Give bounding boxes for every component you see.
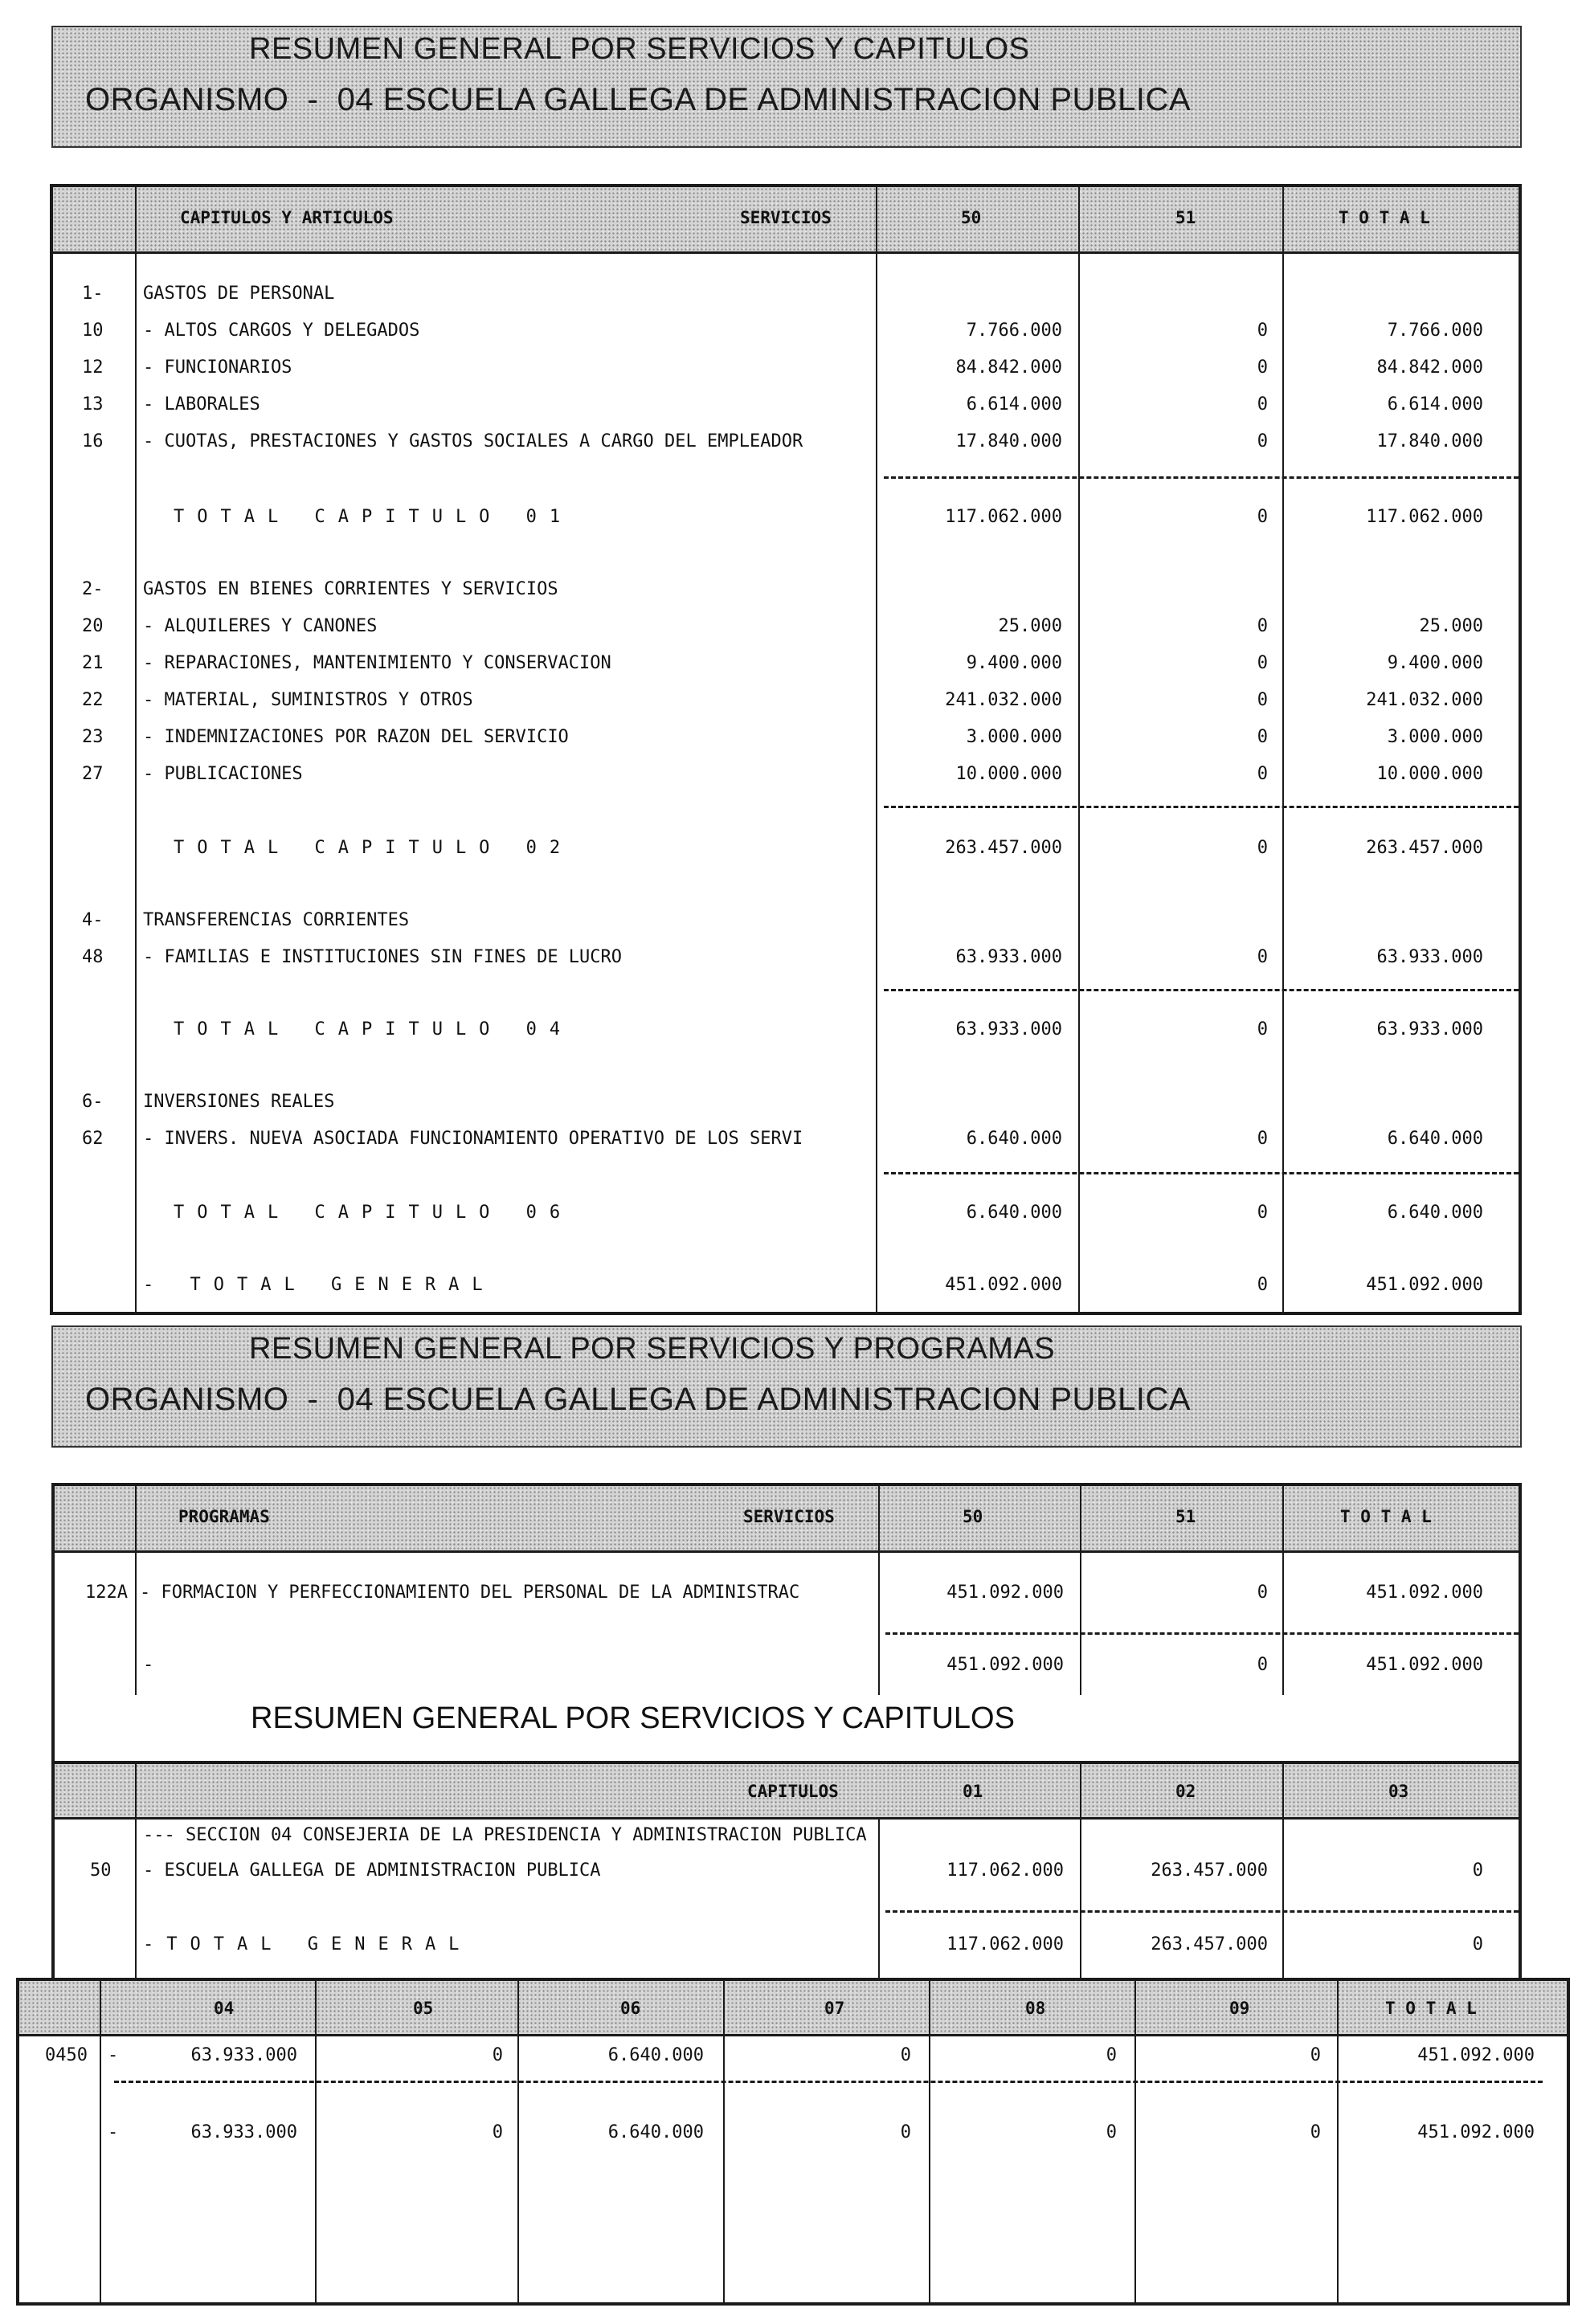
row-desc: - REPARACIONES, MANTENIMIENTO Y CONSERVACION bbox=[143, 653, 611, 673]
row-value-51: 0 bbox=[1257, 1129, 1268, 1149]
row-code: 10 bbox=[82, 321, 104, 341]
seccion-label: --- SECCION 04 CONSEJERIA DE LA PRESIDENCIA Y ADMINISTRACION PUBLICA bbox=[143, 1825, 867, 1845]
row-code: 27 bbox=[82, 764, 104, 784]
header-programas: PROGRAMAS bbox=[178, 1507, 270, 1526]
row-total: 10.000.000 bbox=[1376, 764, 1483, 784]
row-value-03: 0 bbox=[1472, 1860, 1483, 1881]
row-code: 122A bbox=[85, 1583, 128, 1603]
row-desc: - CUOTAS, PRESTACIONES Y GASTOS SOCIALES A CARGO DEL EMPLEADOR bbox=[143, 431, 803, 451]
row-value-50: 25.000 bbox=[998, 616, 1062, 636]
row-desc: INVERSIONES REALES bbox=[143, 1092, 335, 1112]
row-dash: - bbox=[108, 2045, 119, 2065]
row-value-04: 63.933.000 bbox=[190, 2122, 297, 2142]
row-value-51: 0 bbox=[1257, 690, 1268, 710]
banner-title: RESUMEN GENERAL POR SERVICIOS Y PROGRAMAS bbox=[249, 1332, 1056, 1366]
header-col-03: 03 bbox=[1388, 1782, 1409, 1801]
row-desc: - PUBLICACIONES bbox=[143, 764, 303, 784]
banner-title: RESUMEN GENERAL POR SERVICIOS Y CAPITULOS bbox=[251, 1701, 1015, 1735]
row-value-03: 0 bbox=[1472, 1934, 1483, 1954]
row-value-50: 9.400.000 bbox=[966, 653, 1062, 673]
row-desc: - FUNCIONARIOS bbox=[143, 357, 292, 378]
header-capitulos: CAPITULOS bbox=[747, 1782, 839, 1801]
row-total: 451.092.000 bbox=[1366, 1655, 1483, 1675]
row-value-51: 0 bbox=[1257, 947, 1268, 967]
row-value-02: 263.457.000 bbox=[1151, 1860, 1268, 1881]
header-col-08: 08 bbox=[1025, 1999, 1046, 2018]
table-header bbox=[55, 1764, 1519, 1820]
row-code: 20 bbox=[82, 616, 104, 636]
row-desc: - bbox=[143, 1655, 154, 1675]
row-code: 12 bbox=[82, 357, 104, 378]
row-value-51: 0 bbox=[1257, 1019, 1268, 1039]
row-value-08: 0 bbox=[1106, 2122, 1117, 2142]
row-code: 1- bbox=[82, 284, 104, 304]
row-desc: -TOTAL GENERAL bbox=[143, 1934, 472, 1954]
row-value-50: 17.840.000 bbox=[955, 431, 1062, 451]
row-total: 63.933.000 bbox=[1376, 947, 1483, 967]
row-value-05: 0 bbox=[492, 2045, 503, 2065]
row-value-50: 451.092.000 bbox=[945, 1275, 1062, 1295]
row-total: 84.842.000 bbox=[1376, 357, 1483, 378]
row-code: 4- bbox=[82, 910, 104, 930]
row-dash: - bbox=[108, 2122, 119, 2142]
row-code: 22 bbox=[82, 690, 104, 710]
row-value-51: 0 bbox=[1257, 653, 1268, 673]
row-total: 25.000 bbox=[1419, 616, 1483, 636]
row-value-01: 117.062.000 bbox=[946, 1860, 1064, 1881]
row-code: 21 bbox=[82, 653, 104, 673]
header-col-05: 05 bbox=[413, 1999, 434, 2018]
header-col-01: 01 bbox=[963, 1782, 983, 1801]
header-col-04: 04 bbox=[214, 1999, 235, 2018]
row-value-51: 0 bbox=[1257, 764, 1268, 784]
row-total: 6.640.000 bbox=[1387, 1203, 1483, 1223]
banner-organismo: ORGANISMO - 04 ESCUELA GALLEGA DE ADMINISTRACION PUBLICA bbox=[85, 82, 1192, 117]
row-total: 451.092.000 bbox=[1417, 2045, 1535, 2065]
header-col-51: 51 bbox=[1175, 1507, 1196, 1526]
row-desc: GASTOS DE PERSONAL bbox=[143, 284, 335, 304]
row-value-50: 263.457.000 bbox=[945, 838, 1062, 858]
row-value-01: 117.062.000 bbox=[946, 1934, 1064, 1954]
row-value-50: 63.933.000 bbox=[955, 947, 1062, 967]
banner-organismo: ORGANISMO - 04 ESCUELA GALLEGA DE ADMINISTRACION PUBLICA bbox=[85, 1382, 1192, 1417]
row-value-51: 0 bbox=[1257, 1203, 1268, 1223]
banner-capitulos-summary bbox=[51, 1695, 1522, 1761]
row-value-51: 0 bbox=[1257, 1583, 1268, 1603]
row-desc: - TOTAL GENERAL bbox=[143, 1275, 496, 1295]
table-header bbox=[53, 187, 1519, 254]
row-value-51: 0 bbox=[1257, 321, 1268, 341]
capitulos-04-09-table bbox=[16, 1978, 1570, 2306]
row-desc: - FAMILIAS E INSTITUCIONES SIN FINES DE LUCRO bbox=[143, 947, 623, 967]
row-value-09: 0 bbox=[1310, 2045, 1321, 2065]
row-desc: - ALQUILERES Y CANONES bbox=[143, 616, 378, 636]
row-value-51: 0 bbox=[1257, 1275, 1268, 1295]
row-value-50: 6.614.000 bbox=[966, 394, 1062, 415]
banner-capitulos bbox=[51, 26, 1522, 148]
banner-title: RESUMEN GENERAL POR SERVICIOS Y CAPITULOS bbox=[249, 32, 1030, 66]
row-value-50: 7.766.000 bbox=[966, 321, 1062, 341]
row-value-50: 84.842.000 bbox=[955, 357, 1062, 378]
table-header bbox=[19, 1981, 1567, 2036]
row-desc: TRANSFERENCIAS CORRIENTES bbox=[143, 910, 410, 930]
row-total: 6.614.000 bbox=[1387, 394, 1483, 415]
header-total: T O T A L bbox=[1340, 1507, 1432, 1526]
row-desc: TOTAL CAPITULO 02 bbox=[174, 838, 574, 858]
row-value-06: 6.640.000 bbox=[607, 2122, 704, 2142]
header-col-50: 50 bbox=[961, 208, 982, 227]
row-value-09: 0 bbox=[1310, 2122, 1321, 2142]
row-desc: - ESCUELA GALLEGA DE ADMINISTRACION PUBLICA bbox=[143, 1860, 601, 1881]
header-capitulos: CAPITULOS Y ARTICULOS bbox=[180, 208, 394, 227]
row-value-50: 63.933.000 bbox=[955, 1019, 1062, 1039]
row-total: 17.840.000 bbox=[1376, 431, 1483, 451]
row-desc: - INDEMNIZACIONES POR RAZON DEL SERVICIO bbox=[143, 727, 569, 747]
header-col-02: 02 bbox=[1175, 1782, 1196, 1801]
row-value-51: 0 bbox=[1257, 357, 1268, 378]
row-code: 16 bbox=[82, 431, 104, 451]
row-value-05: 0 bbox=[492, 2122, 503, 2142]
row-value-50: 241.032.000 bbox=[945, 690, 1062, 710]
row-desc: - LABORALES bbox=[143, 394, 260, 415]
header-col-09: 09 bbox=[1229, 1999, 1250, 2018]
row-value-50: 117.062.000 bbox=[945, 507, 1062, 527]
header-servicios: SERVICIOS bbox=[740, 208, 832, 227]
banner-programas bbox=[51, 1325, 1522, 1448]
row-total: 451.092.000 bbox=[1417, 2122, 1535, 2142]
row-code: 0450 bbox=[45, 2045, 88, 2065]
row-code: 2- bbox=[82, 579, 104, 599]
header-col-51: 51 bbox=[1175, 208, 1196, 227]
row-value-51: 0 bbox=[1257, 394, 1268, 415]
row-total: 6.640.000 bbox=[1387, 1129, 1483, 1149]
row-value-50: 3.000.000 bbox=[966, 727, 1062, 747]
row-value-51: 0 bbox=[1257, 838, 1268, 858]
row-value-50: 6.640.000 bbox=[966, 1203, 1062, 1223]
row-value-08: 0 bbox=[1106, 2045, 1117, 2065]
row-value-50: 10.000.000 bbox=[955, 764, 1062, 784]
header-total: T O T A L bbox=[1339, 208, 1430, 227]
row-total: 9.400.000 bbox=[1387, 653, 1483, 673]
header-col-50: 50 bbox=[963, 1507, 983, 1526]
row-code: 48 bbox=[82, 947, 104, 967]
row-total: 63.933.000 bbox=[1376, 1019, 1483, 1039]
row-desc: GASTOS EN BIENES CORRIENTES Y SERVICIOS bbox=[143, 579, 558, 599]
row-value-06: 6.640.000 bbox=[607, 2045, 704, 2065]
row-desc: TOTAL CAPITULO 06 bbox=[174, 1203, 574, 1223]
row-value-02: 263.457.000 bbox=[1151, 1934, 1268, 1954]
header-col-06: 06 bbox=[620, 1999, 641, 2018]
row-total: 7.766.000 bbox=[1387, 321, 1483, 341]
row-total: 451.092.000 bbox=[1366, 1275, 1483, 1295]
row-value-51: 0 bbox=[1257, 431, 1268, 451]
row-desc: - INVERS. NUEVA ASOCIADA FUNCIONAMIENTO OPERATIVO DE LOS SERVI bbox=[143, 1129, 803, 1149]
row-code: 6- bbox=[82, 1092, 104, 1112]
row-desc: TOTAL CAPITULO 01 bbox=[174, 507, 574, 527]
row-value-51: 0 bbox=[1257, 616, 1268, 636]
row-value-07: 0 bbox=[900, 2122, 911, 2142]
row-total: 263.457.000 bbox=[1366, 838, 1483, 858]
row-desc: - MATERIAL, SUMINISTROS Y OTROS bbox=[143, 690, 473, 710]
row-value-50: 451.092.000 bbox=[946, 1583, 1064, 1603]
row-code: 62 bbox=[82, 1129, 104, 1149]
row-desc: TOTAL CAPITULO 04 bbox=[174, 1019, 574, 1039]
table-header bbox=[55, 1486, 1519, 1553]
header-servicios: SERVICIOS bbox=[743, 1507, 835, 1526]
row-code: 13 bbox=[82, 394, 104, 415]
row-value-07: 0 bbox=[900, 2045, 911, 2065]
row-value-50: 451.092.000 bbox=[946, 1655, 1064, 1675]
row-value-51: 0 bbox=[1257, 507, 1268, 527]
row-total: 451.092.000 bbox=[1366, 1583, 1483, 1603]
row-value-51: 0 bbox=[1257, 727, 1268, 747]
row-value-50: 6.640.000 bbox=[966, 1129, 1062, 1149]
seccion-capitulos-table bbox=[51, 1761, 1522, 1978]
header-total: T O T A L bbox=[1385, 1999, 1477, 2018]
row-total: 3.000.000 bbox=[1387, 727, 1483, 747]
row-total: 117.062.000 bbox=[1366, 507, 1483, 527]
header-col-07: 07 bbox=[824, 1999, 845, 2018]
row-desc: - FORMACION Y PERFECCIONAMIENTO DEL PERSONAL DE LA ADMINISTRAC bbox=[140, 1583, 800, 1603]
row-desc: - ALTOS CARGOS Y DELEGADOS bbox=[143, 321, 420, 341]
row-code: 23 bbox=[82, 727, 104, 747]
row-value-04: 63.933.000 bbox=[190, 2045, 297, 2065]
row-code: 50 bbox=[90, 1860, 112, 1881]
programas-table bbox=[51, 1483, 1522, 1695]
row-total: 241.032.000 bbox=[1366, 690, 1483, 710]
row-value-51: 0 bbox=[1257, 1655, 1268, 1675]
capitulos-table bbox=[50, 184, 1522, 1315]
